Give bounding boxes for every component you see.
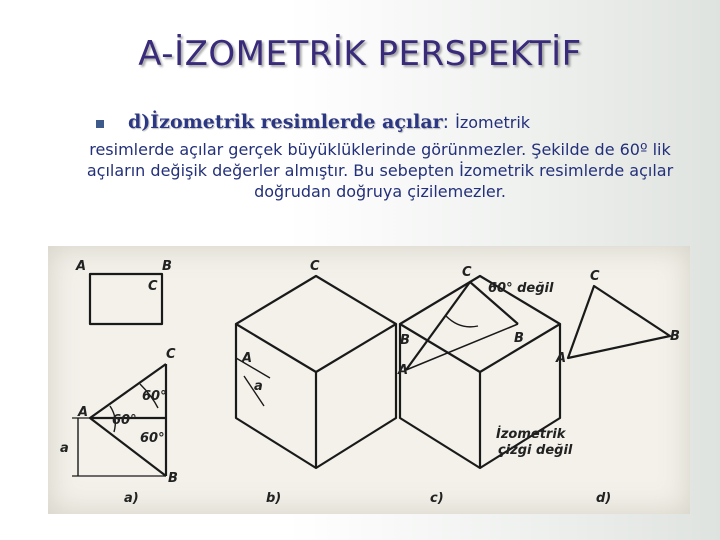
panel-c-note-top: 60° değil (488, 281, 554, 296)
bullet-colon: : (442, 111, 450, 133)
figure-drawing (48, 246, 690, 514)
slide-title: A-İZOMETRİK PERSPEKTİF (138, 34, 582, 74)
panel-c-label-C: C (462, 265, 472, 280)
bullet-paragraph (86, 108, 674, 202)
bullet-heading: d)İzometrik resimlerde açılar (128, 111, 443, 133)
panel-c-caption: c) (430, 491, 444, 506)
panel-c-note-bottom-1: İzometrik (496, 427, 566, 442)
panel-a-label-A: A (76, 259, 87, 274)
panel-a-label-C2: C (166, 347, 176, 362)
bullet-tail: İzometrik (455, 113, 531, 132)
isometric-angles-figure (48, 246, 690, 514)
panel-a-label-C: C (148, 279, 158, 294)
panel-d-label-A: A (556, 351, 567, 366)
panel-d-label-C: C (590, 269, 600, 284)
panel-a-label-B: B (162, 259, 172, 274)
panel-b-label-B: B (400, 333, 410, 348)
panel-a-label-a: a (60, 441, 69, 456)
bullet-body: resimlerde açılar gerçek büyüklüklerinde görünmezler. Şekilde de 60º lik açıların değişik değerler almıştır. Bu sebepten İzometrik resimlerde açılar doğrudan doğruya çizilemezler. (86, 140, 674, 201)
panel-d-label-B: B (670, 329, 680, 344)
panel-a-caption: a) (124, 491, 139, 506)
panel-d-caption: d) (596, 491, 612, 506)
panel-c-note-bottom-2: çizgi değil (498, 443, 573, 458)
panel-a-angle-1: 60° (142, 389, 167, 404)
panel-b-label-C: C (310, 259, 320, 274)
bullet-marker-icon (96, 120, 104, 128)
panel-a-angle-3: 60° (140, 431, 165, 446)
panel-c-angle-arc (446, 316, 478, 327)
panel-b-cube-top (236, 276, 396, 372)
panel-a-label-A2: A (78, 405, 89, 420)
panel-c-label-A: A (398, 363, 409, 378)
panel-a-angle-2: 60° (112, 413, 137, 428)
panel-d-triangle (568, 286, 670, 358)
panel-c-label-B: B (514, 331, 524, 346)
panel-b-label-a: a (254, 379, 263, 394)
panel-b-caption: b) (266, 491, 282, 506)
panel-b-label-A: A (242, 351, 253, 366)
panel-a-label-B2: B (168, 471, 178, 486)
